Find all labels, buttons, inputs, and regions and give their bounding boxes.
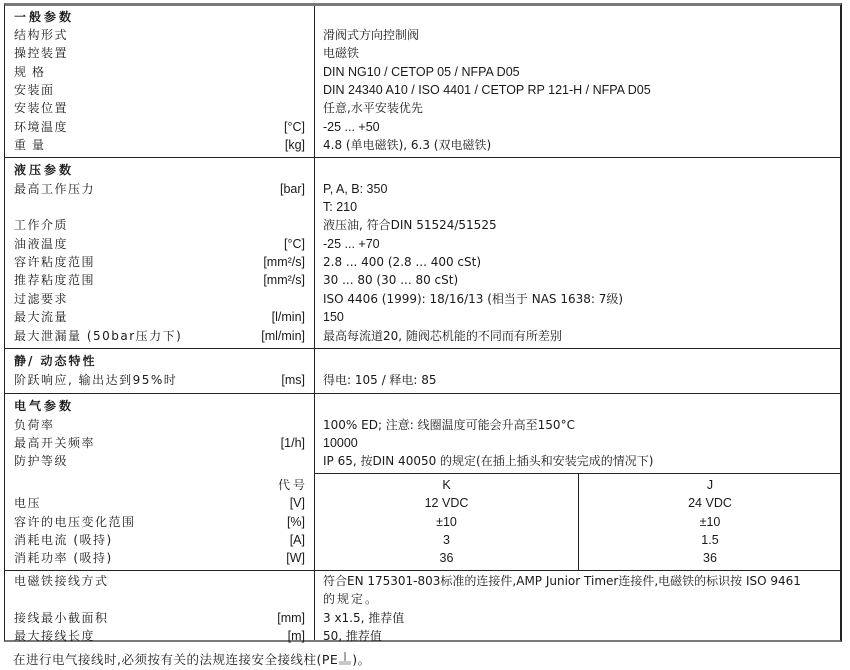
table-row bbox=[5, 44, 841, 62]
variant-j-header: J bbox=[706, 478, 714, 492]
section-header-general bbox=[5, 8, 841, 26]
table-row bbox=[5, 627, 841, 645]
row-label: 最大流量 bbox=[14, 310, 69, 324]
row-value: 100% ED; 注意: 线圈温度可能会升高至150°C bbox=[323, 418, 575, 432]
table-row bbox=[5, 235, 841, 253]
row-value: -25 ... +50 bbox=[323, 120, 380, 134]
table-row bbox=[5, 531, 841, 549]
row-unit: [%] bbox=[286, 515, 305, 529]
row-label: 规格 bbox=[14, 65, 51, 79]
row-value: 4.8 (单电磁铁), 6.3 (双电磁铁) bbox=[323, 138, 492, 152]
row-label: 阶跃响应, 输出达到95%时 bbox=[14, 373, 178, 387]
row-label: 结构形式 bbox=[14, 28, 69, 42]
row-unit: [mm] bbox=[277, 611, 305, 625]
section-header-dynamic bbox=[5, 352, 841, 370]
row-value: 符合EN 175301-803标准的连接件,AMP Junior Timer连接件,电磁铁的标识按 ISO 9461 bbox=[323, 574, 801, 588]
row-unit: [mm²/s] bbox=[263, 273, 305, 287]
row-label: 重量 bbox=[14, 138, 51, 152]
row-label: 最大泄漏量 (50bar压力下) bbox=[14, 329, 183, 343]
footnote bbox=[13, 650, 371, 668]
row-value: 得电: 105 / 释电: 85 bbox=[323, 373, 437, 387]
row-unit: [bar] bbox=[279, 182, 305, 196]
row-unit: [ml/min] bbox=[261, 329, 305, 343]
table-row bbox=[5, 549, 841, 567]
table-row bbox=[5, 99, 841, 117]
variant-k-value: 36 bbox=[439, 551, 454, 565]
section-title: 液压参数 bbox=[14, 163, 75, 177]
row-label: 工作介质 bbox=[14, 218, 69, 232]
row-label: 容许的电压变化范围 bbox=[14, 515, 136, 529]
section-header-electrical bbox=[5, 397, 841, 415]
row-value: 2.8 ... 400 (2.8 ... 400 cSt) bbox=[323, 255, 482, 269]
row-value: 最高每流道20, 随阀芯机能的不同而有所差别 bbox=[323, 329, 562, 343]
variant-k-value: 12 VDC bbox=[424, 496, 469, 510]
row-label: 接线最小截面积 bbox=[14, 611, 109, 625]
row-value-secondary: T: 210 bbox=[323, 200, 358, 214]
row-value: 液压油, 符合DIN 51524/51525 bbox=[323, 218, 497, 232]
row-label: 油液温度 bbox=[14, 237, 69, 251]
table-row bbox=[5, 572, 841, 590]
variant-j-value: 36 bbox=[703, 551, 717, 565]
table-row bbox=[5, 371, 841, 389]
row-unit: [ms] bbox=[281, 373, 305, 387]
row-value: 任意,水平安装优先 bbox=[323, 101, 423, 115]
row-label: 过滤要求 bbox=[14, 292, 69, 306]
table-row bbox=[5, 434, 841, 452]
row-label: 电磁铁接线方式 bbox=[14, 574, 109, 588]
row-unit: [°C] bbox=[284, 120, 305, 134]
row-label: 操控装置 bbox=[14, 46, 69, 60]
table-row bbox=[5, 452, 841, 470]
section-divider bbox=[5, 157, 840, 158]
row-unit: [kg] bbox=[284, 138, 305, 152]
row-label: 最大接线长度 bbox=[14, 629, 96, 643]
row-value: 3 x1.5, 推荐值 bbox=[323, 611, 405, 625]
row-divider bbox=[5, 570, 840, 571]
row-value: ISO 4406 (1999): 18/16/13 (相当于 NAS 1638: 7级) bbox=[323, 292, 624, 306]
row-label: 消耗功率 (吸持) bbox=[14, 551, 113, 565]
row-label: 最高开关频率 bbox=[14, 436, 96, 450]
row-label: 推荐粘度范围 bbox=[14, 273, 96, 287]
table-row bbox=[5, 590, 841, 608]
row-value: 50, 推荐值 bbox=[323, 629, 382, 643]
row-label: 负荷率 bbox=[14, 418, 55, 432]
table-row bbox=[5, 416, 841, 434]
section-title: 电气参数 bbox=[14, 399, 75, 413]
footnote-suffix: )。 bbox=[352, 652, 371, 667]
row-value: DIN NG10 / CETOP 05 / NFPA D05 bbox=[323, 65, 520, 79]
row-value: 电磁铁 bbox=[323, 46, 360, 60]
table-row bbox=[5, 327, 841, 345]
row-label: 环境温度 bbox=[14, 120, 69, 134]
row-label: 防护等级 bbox=[14, 454, 69, 468]
variant-k-value: ±10 bbox=[436, 515, 457, 529]
variant-j-value: 1.5 bbox=[701, 533, 719, 547]
variant-j-value: ±10 bbox=[699, 515, 721, 529]
table-row bbox=[5, 180, 841, 198]
spec-table bbox=[4, 3, 842, 642]
row-unit: [V] bbox=[289, 496, 305, 510]
table-row bbox=[5, 271, 841, 289]
table-row bbox=[5, 26, 841, 44]
row-value: IP 65, 按DIN 40050 的规定(在插上插头和安装完成的情况下) bbox=[323, 454, 654, 468]
row-unit: [mm²/s] bbox=[263, 255, 305, 269]
row-unit: [l/min] bbox=[271, 310, 305, 324]
row-label: 消耗电流 (吸持) bbox=[14, 533, 113, 547]
row-label: 电压 bbox=[14, 496, 42, 510]
table-row bbox=[5, 308, 841, 326]
footnote-text: 在进行电气接线时,必须按有关的法规连接安全接线柱(PE bbox=[13, 652, 339, 667]
row-label: 容许粘度范围 bbox=[14, 255, 96, 269]
section-title: 静/ 动态特性 bbox=[14, 354, 97, 368]
section-header-hydraulic bbox=[5, 161, 841, 179]
row-unit: [W] bbox=[286, 551, 305, 565]
row-value: -25 ... +70 bbox=[323, 237, 380, 251]
table-row bbox=[5, 609, 841, 627]
section-divider bbox=[5, 348, 840, 349]
row-label: 安装面 bbox=[14, 83, 55, 97]
row-value: 滑阀式方向控制阀 bbox=[323, 28, 420, 42]
row-unit: [m] bbox=[287, 629, 305, 643]
code-label: 代号 bbox=[277, 478, 308, 492]
row-value: P, A, B: 350 bbox=[323, 182, 388, 196]
variant-header-row bbox=[5, 476, 841, 494]
ground-icon bbox=[338, 652, 352, 666]
variant-k-value: 3 bbox=[443, 533, 450, 547]
table-row bbox=[5, 63, 841, 81]
row-label: 安装位置 bbox=[14, 101, 69, 115]
table-row bbox=[5, 253, 841, 271]
variant-k-header: K bbox=[442, 478, 451, 492]
table-row bbox=[5, 513, 841, 531]
row-value: 10000 bbox=[323, 436, 358, 450]
row-unit: [1/h] bbox=[280, 436, 305, 450]
table-row bbox=[5, 216, 841, 234]
table-row bbox=[5, 494, 841, 512]
row-unit: [A] bbox=[289, 533, 305, 547]
row-value: DIN 24340 A10 / ISO 4401 / CETOP RP 121-H / NFPA D05 bbox=[323, 83, 651, 97]
table-row bbox=[5, 136, 841, 154]
table-row bbox=[5, 81, 841, 99]
table-row bbox=[5, 290, 841, 308]
row-value: 30 ... 80 (30 ... 80 cSt) bbox=[323, 273, 459, 287]
table-row bbox=[5, 118, 841, 136]
row-value: 150 bbox=[323, 310, 344, 324]
section-divider bbox=[5, 393, 840, 394]
table-row bbox=[5, 198, 841, 216]
variant-j-value: 24 VDC bbox=[688, 496, 732, 510]
row-value-continued: 的规定。 bbox=[323, 592, 380, 606]
row-unit: [°C] bbox=[284, 237, 305, 251]
row-label: 最高工作压力 bbox=[14, 182, 96, 196]
section-title: 一般参数 bbox=[14, 10, 75, 24]
